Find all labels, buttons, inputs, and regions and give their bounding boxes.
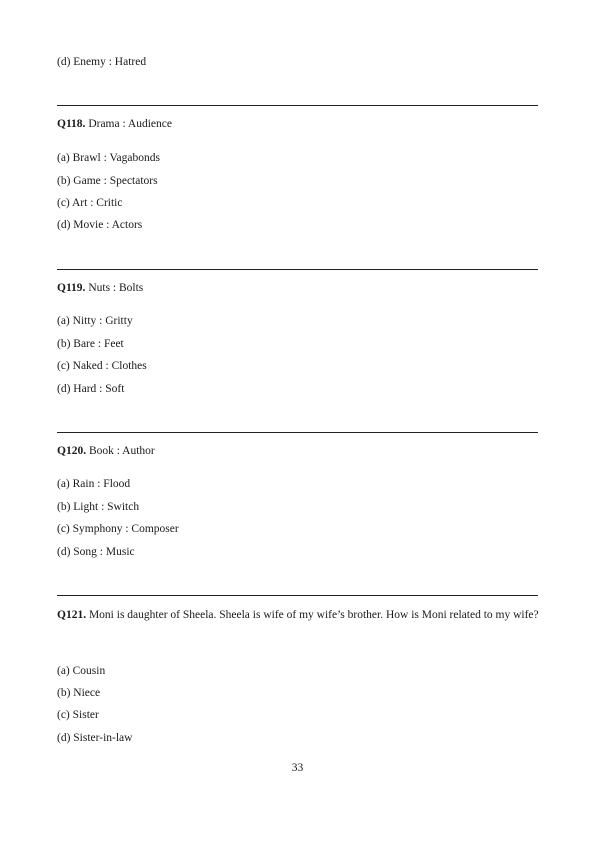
option-b: (b) Game : Spectators bbox=[57, 175, 158, 187]
question-q121 bbox=[57, 605, 539, 626]
question-q120 bbox=[57, 445, 155, 457]
option-a: (a) Rain : Flood bbox=[57, 478, 131, 490]
option-d: (d) Sister-in-law bbox=[57, 732, 133, 744]
carryover-option: (d) Enemy : Hatred bbox=[57, 56, 147, 68]
question-q118 bbox=[57, 118, 172, 130]
option-a: (a) Brawl : Vagabonds bbox=[57, 152, 160, 164]
option-a: (a) Cousin bbox=[57, 665, 106, 677]
question-q119 bbox=[57, 282, 143, 294]
question-text: Drama : Audience bbox=[88, 118, 172, 130]
option-d: (d) Movie : Actors bbox=[57, 219, 143, 231]
question-text: Book : Author bbox=[88, 445, 155, 457]
option-c: (c) Sister bbox=[57, 709, 99, 721]
option-a: (a) Nitty : Gritty bbox=[57, 315, 133, 327]
question-number: Q119. bbox=[57, 282, 86, 294]
option-d: (d) Hard : Soft bbox=[57, 383, 125, 395]
option-b: (b) Niece bbox=[57, 687, 101, 699]
question-number: Q118. bbox=[57, 118, 86, 130]
option-c: (c) Symphony : Composer bbox=[57, 523, 179, 535]
section-divider bbox=[57, 595, 538, 596]
option-b: (b) Light : Switch bbox=[57, 501, 140, 513]
option-b: (b) Bare : Feet bbox=[57, 338, 124, 350]
question-number: Q121. bbox=[57, 609, 87, 621]
question-text: Nuts : Bolts bbox=[88, 282, 144, 294]
question-number: Q120. bbox=[57, 445, 87, 457]
option-c: (c) Art : Critic bbox=[57, 197, 123, 209]
section-divider bbox=[57, 105, 538, 106]
section-divider bbox=[57, 269, 538, 270]
question-text: Moni is daughter of Sheela. Sheela is wife of my wife’s brother. How is Moni related to my wife? bbox=[88, 609, 539, 621]
section-divider bbox=[57, 432, 538, 433]
option-d: (d) Song : Music bbox=[57, 546, 135, 558]
option-c: (c) Naked : Clothes bbox=[57, 360, 147, 372]
page-number: 33 bbox=[291, 762, 304, 774]
